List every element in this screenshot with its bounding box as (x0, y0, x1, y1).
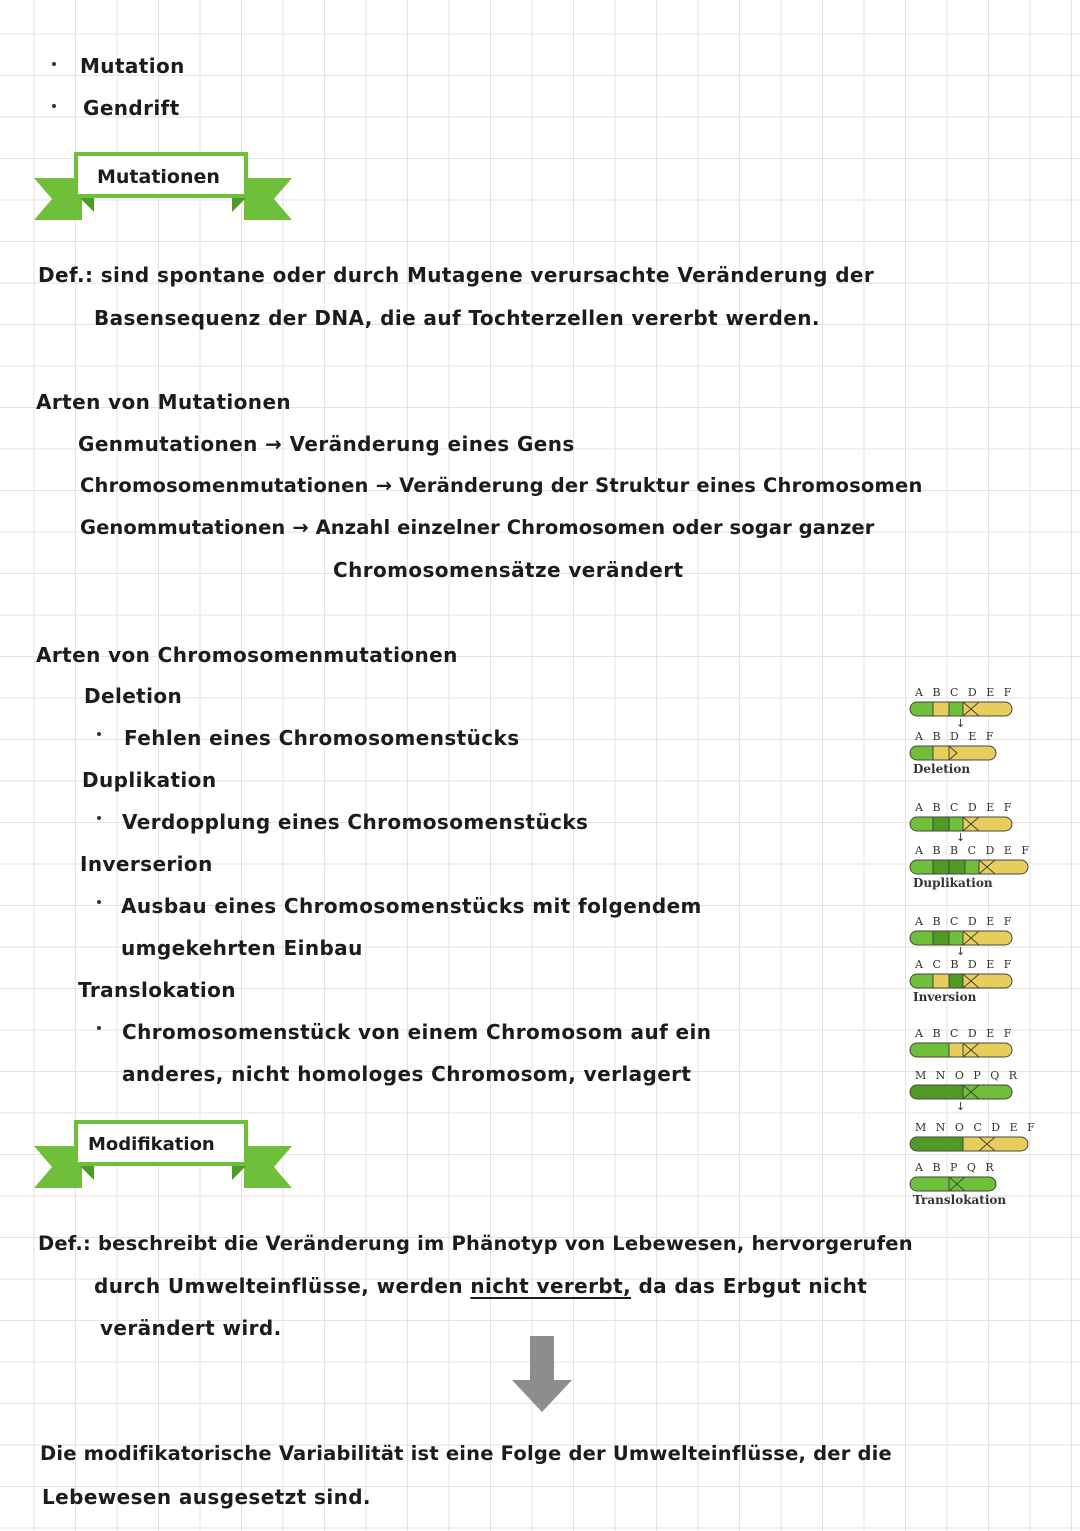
list-item-gendrift: Gendrift (83, 96, 180, 120)
translokation-description-line1: Chromosomenstück von einem Chromosom auf ein (122, 1020, 712, 1044)
chromosome-deletion-after (909, 745, 997, 761)
chromosome-label-duplikation-top: A B C D E F (915, 801, 1015, 814)
arrow-down-small-icon: ↓ (956, 717, 966, 730)
inversion-description-line2: umgekehrten Einbau (121, 936, 363, 960)
duplikation-title: Duplikation (82, 768, 217, 792)
chromosome-duplikation-before (909, 816, 1013, 832)
chromosome-label-inversion-top: A B C D E F (915, 915, 1015, 928)
chromosome-label-deletion-bottom: A B D E F (915, 730, 997, 743)
duplikation-description: Verdopplung eines Chromosomenstücks (122, 810, 589, 834)
bullet (97, 732, 101, 736)
chromosome-label-inversion-bottom: A C B D E F (915, 958, 1015, 971)
chromosome-translokation-before-2 (909, 1084, 1013, 1100)
deletion-title: Deletion (84, 684, 183, 708)
bullet (97, 1026, 101, 1030)
section-banner-modifikation (34, 1120, 292, 1192)
deletion-description: Fehlen eines Chromosomenstücks (124, 726, 520, 750)
diagram-caption-duplikation: Duplikation (913, 876, 993, 890)
chromosome-label-duplikation-bottom: A B B C D E F (915, 844, 1032, 857)
chromosome-translokation-after-1 (909, 1136, 1029, 1152)
arrow-down-small-icon: ↓ (956, 831, 966, 844)
chromosome-label-translokation-top1: A B C D E F (915, 1027, 1015, 1040)
diagram-caption-deletion: Deletion (913, 762, 971, 776)
bullet (97, 900, 101, 904)
banner-ribbon-icon (34, 152, 292, 224)
chromosome-label-translokation-bottom2: A B P Q R (915, 1161, 997, 1174)
chromosome-inversion-after (909, 973, 1013, 989)
banner-label: Mutationen (97, 166, 220, 188)
mutation-definition-line1: Def.: sind spontane oder durch Mutagene verursachte Veränderung der (38, 263, 875, 287)
arten-chromosomenmutation: Chromosomenmutationen → Veränderung der Struktur eines Chromosomen (80, 474, 923, 497)
arrow-down-icon (510, 1336, 574, 1414)
modifikation-definition-line2 (94, 1276, 867, 1296)
chromosome-label-deletion-top: A B C D E F (915, 686, 1015, 699)
conclusion-line2: Lebewesen ausgesetzt sind. (42, 1485, 371, 1509)
bullet (52, 104, 56, 108)
arten-genommutation-line1: Genommutationen → Anzahl einzelner Chromosomen oder sogar ganzer (80, 516, 875, 539)
list-item-mutation: Mutation (80, 54, 185, 78)
chromosome-duplikation-after (909, 859, 1029, 875)
bullet (52, 62, 56, 66)
chromosome-inversion-before (909, 930, 1013, 946)
inversion-description-line1: Ausbau eines Chromosomenstücks mit folgendem (121, 894, 702, 918)
mutation-definition-line2: Basensequenz der DNA, die auf Tochterzellen vererbt werden. (94, 306, 820, 330)
inversion-title: Inverserion (80, 852, 213, 876)
arten-genmutation: Genmutationen → Veränderung eines Gens (78, 432, 575, 456)
chromosome-translokation-before-1 (909, 1042, 1013, 1058)
modifikation-definition-part: da das Erbgut nicht (631, 1274, 868, 1298)
bullet (97, 816, 101, 820)
chromosome-label-translokation-top2: M N O P Q R (915, 1069, 1021, 1082)
arten-heading: Arten von Mutationen (36, 390, 292, 414)
chromosome-deletion-before (909, 701, 1013, 717)
arrow-down-small-icon: ↓ (956, 945, 966, 958)
modifikation-definition-part: durch Umwelteinflüsse, werden (94, 1274, 471, 1298)
modifikation-definition-line1: Def.: beschreibt die Veränderung im Phänotyp von Lebewesen, hervorgerufen (38, 1232, 913, 1255)
section-banner-mutationen (34, 152, 292, 224)
translokation-description-line2: anderes, nicht homologes Chromosom, verlagert (122, 1062, 692, 1086)
modifikation-definition-line3: verändert wird. (100, 1316, 282, 1340)
banner-label: Modifikation (88, 1134, 215, 1155)
underlined-nicht-vererbt: nicht vererbt, (470, 1274, 632, 1298)
conclusion-line1: Die modifikatorische Variabilität ist eine Folge der Umwelteinflüsse, der die (40, 1442, 892, 1465)
chromosome-translokation-after-2 (909, 1176, 997, 1192)
diagram-caption-translokation: Translokation (913, 1193, 1007, 1207)
banner-ribbon-icon (34, 1120, 292, 1192)
chromosome-label-translokation-bottom1: M N O C D E F (915, 1121, 1038, 1134)
arten-genommutation-line2: Chromosomensätze verändert (333, 558, 684, 582)
diagram-caption-inversion: Inversion (913, 990, 977, 1004)
chrom-arten-heading: Arten von Chromosomenmutationen (36, 643, 458, 667)
arrow-down-small-icon: ↓ (956, 1100, 966, 1113)
translokation-title: Translokation (78, 978, 236, 1002)
